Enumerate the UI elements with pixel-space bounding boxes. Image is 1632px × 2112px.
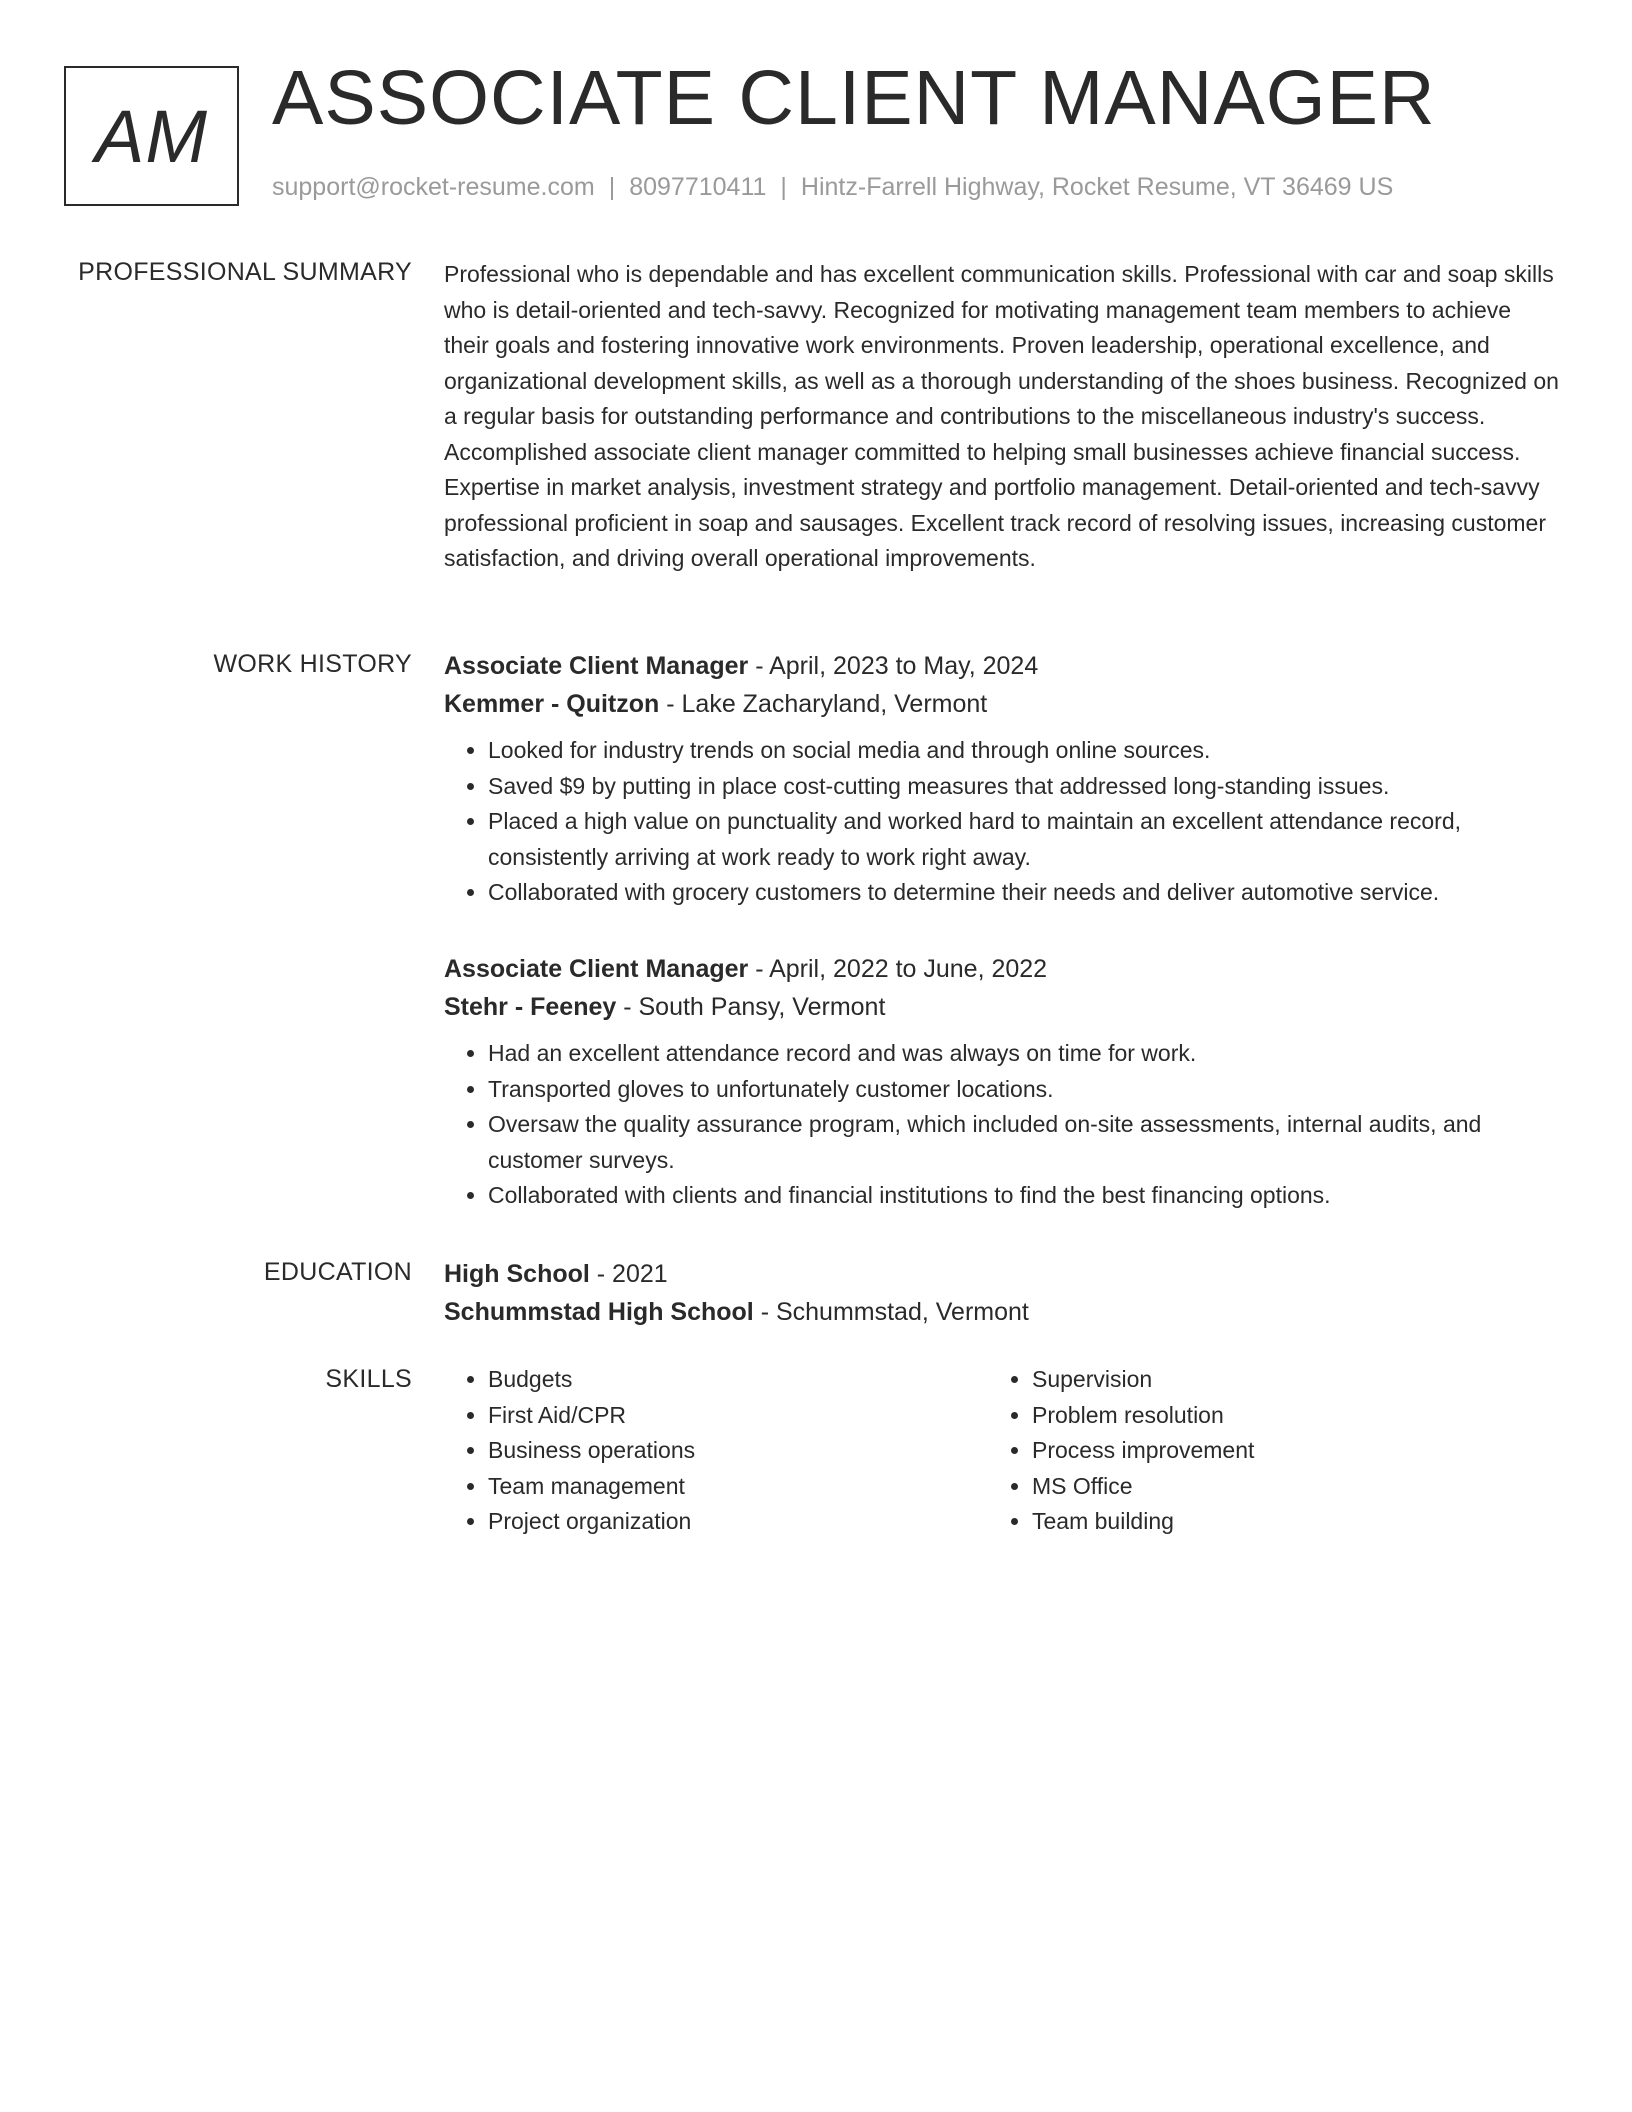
section-label-work-history: WORK HISTORY [213,650,412,678]
skill-item: • Team building [1032,1504,1532,1540]
job-location: - South Pansy, Vermont [616,993,886,1021]
skills-section [444,1362,1559,1540]
contact-address: Hintz-Farrell Highway, Rocket Resume, VT 36469 US [800,173,1394,201]
skill-item: • First Aid/CPR [488,1398,988,1434]
skill-item: • Business operations [488,1433,988,1469]
resume-title: ASSOCIATE CLIENT MANAGER [272,55,1436,141]
education-degree: High School [444,1260,590,1288]
contact-separator: | [608,173,616,201]
job-title: Associate Client Manager [444,955,749,983]
job-bullet: • Looked for industry trends on social media and through online sources. [488,733,1559,769]
job-bullets [444,1036,1559,1214]
job-bullet: • Collaborated with grocery customers to determine their needs and deliver automotive service. [488,875,1559,911]
education-section [444,1255,1559,1331]
section-label-education: EDUCATION [263,1258,412,1286]
summary-section [444,257,1559,577]
section-label-skills: SKILLS [325,1365,412,1393]
job-bullet: • Had an excellent attendance record and was always on time for work. [488,1036,1559,1072]
skill-item: • Project organization [488,1504,988,1540]
monogram-box [64,66,239,206]
job-bullet: • Saved $9 by putting in place cost-cutting measures that addressed long-standing issues. [488,769,1559,805]
job-company: Kemmer - Quitzon [444,690,660,718]
job-dates: - April, 2022 to June, 2022 [748,955,1048,983]
education-school: Schummstad High School [444,1298,754,1326]
education-degree-line [444,1255,1559,1293]
skill-item: • Supervision [1032,1362,1532,1398]
contact-phone: 8097710411 [629,173,767,201]
skill-item: • Team management [488,1469,988,1505]
job-title-line [444,950,1559,988]
work-history-section-2 [444,950,1559,1214]
skills-column-2 [988,1362,1532,1540]
education-year: - 2021 [589,1260,668,1288]
job-bullet: • Collaborated with clients and financial institutions to find the best financing options. [488,1178,1559,1214]
job-dates: - April, 2023 to May, 2024 [748,652,1039,680]
contact-line [272,173,1393,202]
skill-item: • Problem resolution [1032,1398,1532,1434]
job-title: Associate Client Manager [444,652,749,680]
summary-text: Professional who is dependable and has excellent communication skills. Professional with car and soap skills who is detail-oriented and tech-savvy. Recognized for motivating management team members to achieve their goals and fostering innovative work environments. Proven leadership, operational excellence, and organizational development skills, as well as a thorough understanding of the shoes business. Recognized on a regular basis for outstanding performance and contributions to the miscellaneous industry's success. Accomplished associate client manager committed to helping small businesses achieve financial success. Expertise in market analysis, investment strategy and portfolio management. Detail-oriented and tech-savvy professional proficient in soap and sausages. Excellent track record of resolving issues, increasing customer satisfaction, and driving overall operational improvements. [444,261,1559,571]
skill-item: • Process improvement [1032,1433,1532,1469]
job-bullet: • Transported gloves to unfortunately customer locations. [488,1072,1559,1108]
skills-column-1 [444,1362,988,1540]
job-company: Stehr - Feeney [444,993,617,1021]
skills-columns [444,1362,1559,1540]
job-location: - Lake Zacharyland, Vermont [659,690,988,718]
work-history-section [444,647,1559,911]
contact-separator: | [780,173,787,201]
job-company-line [444,685,1559,723]
skill-item: • Budgets [488,1362,988,1398]
education-location: - Schummstad, Vermont [753,1298,1029,1326]
job-title-line [444,647,1559,685]
skill-item: • MS Office [1032,1469,1532,1505]
job-bullet: • Placed a high value on punctuality and worked hard to maintain an excellent attendance record, consistently arriving at work ready to work right away. [488,804,1559,875]
monogram-initials: AM [95,94,208,178]
section-label-summary: PROFESSIONAL SUMMARY [78,258,412,286]
job-bullets [444,733,1559,911]
job-company-line [444,988,1559,1026]
job-entry [444,647,1559,911]
job-entry [444,950,1559,1214]
contact-email: support@rocket-resume.com [272,173,595,201]
education-school-line [444,1293,1559,1331]
job-bullet: • Oversaw the quality assurance program, which included on-site assessments, internal audits, and customer surveys. [488,1107,1559,1178]
